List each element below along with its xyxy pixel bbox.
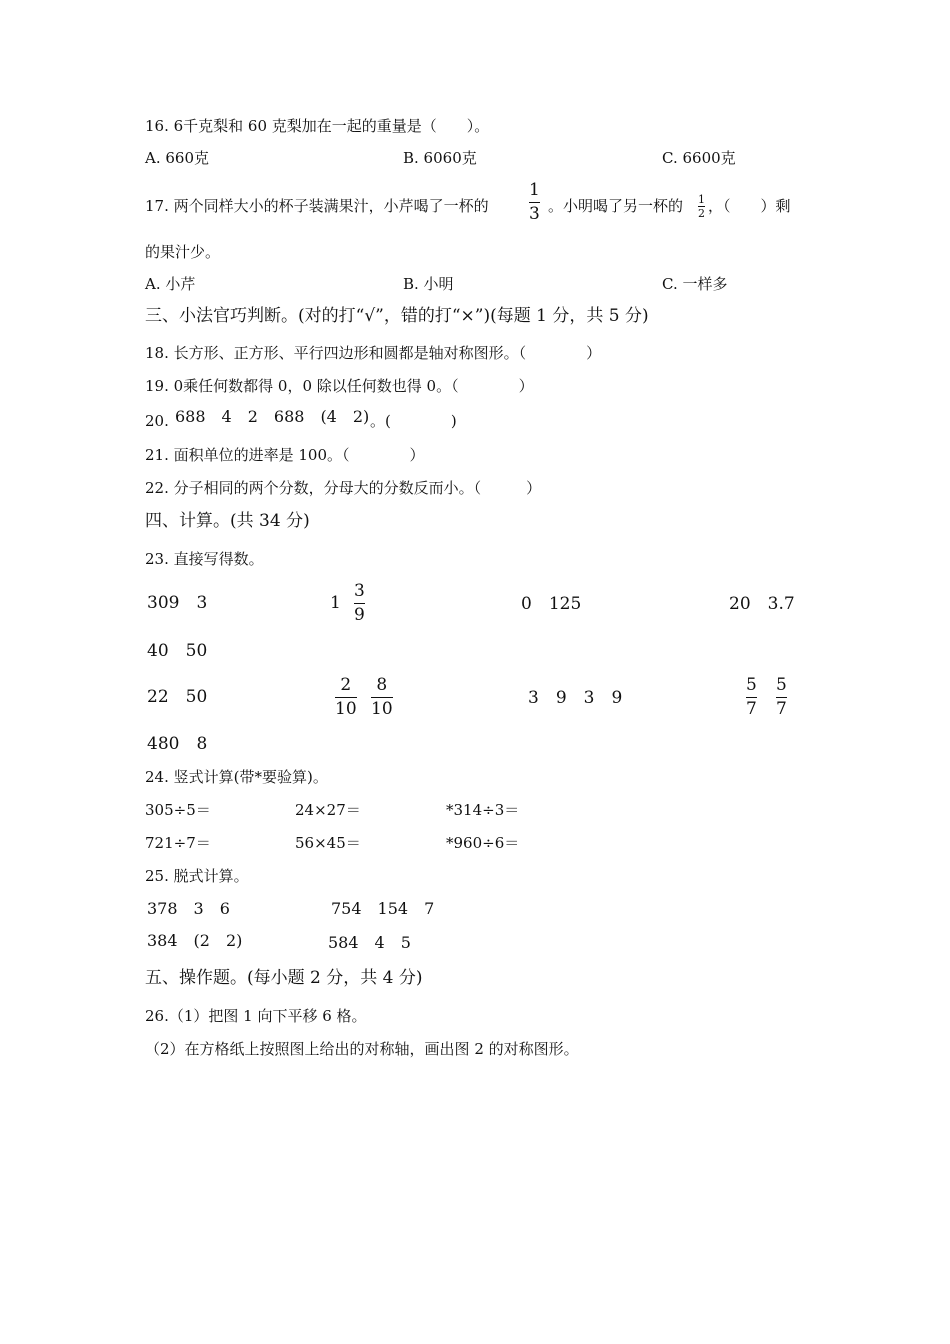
q24-b: 24×27＝: [295, 801, 361, 819]
section5-title: 五、操作题。(每小题 2 分，共 4 分): [145, 968, 423, 988]
section3-title: 三、小法官巧判断。(对的打“√”，错的打“×”)(每题 1 分，共 5 分): [145, 306, 649, 326]
q23-title: 23. 直接写得数。: [145, 550, 264, 568]
fraction-numerator: 5: [776, 675, 787, 695]
fraction-numerator: 8: [376, 675, 388, 695]
fraction-bar: [335, 697, 357, 698]
fraction-numerator: 3: [354, 581, 365, 601]
q23-r1c4: 20 3.7: [729, 594, 795, 614]
q25-c: 384 (2 2): [147, 931, 243, 950]
fraction-numerator: 2: [340, 675, 352, 695]
fraction-bar: [746, 697, 757, 698]
q24-f: *960÷6＝: [446, 834, 520, 852]
q17-stem-part1: 17. 两个同样大小的杯子装满果汁，小芹喝了一杯的: [145, 197, 489, 215]
q20-expression: 688 4 2 688 (4 2): [175, 407, 370, 426]
q23-r2c1: 40 50: [147, 641, 208, 661]
q25-a: 378 3 6: [147, 899, 230, 918]
q17-option-a: A. 小芹: [145, 275, 196, 293]
fraction-bar: [776, 697, 787, 698]
q26-part2: （2）在方格纸上按照图上给出的对称轴，画出图 2 的对称图形。: [145, 1040, 579, 1058]
q24-d: 721÷7＝: [145, 834, 211, 852]
q23-r4c1: 480 8: [147, 734, 208, 754]
q21: 21. 面积单位的进率是 100。（ ）: [145, 446, 425, 464]
fraction-numerator: 5: [746, 675, 757, 695]
q23-r3c2-fraction-b: [371, 677, 393, 718]
fraction-numerator: 1: [529, 180, 540, 200]
q16-option-a: A. 660克: [145, 149, 209, 167]
fraction-bar: [529, 202, 540, 203]
q17-stem-part2: 。小明喝了另一杯的: [548, 197, 684, 215]
fraction-bar: [371, 697, 393, 698]
q17-stem-line2: 的果汁少。: [145, 243, 221, 261]
fraction-numerator: 1: [698, 193, 705, 206]
q17-stem-part3: ，（ ）剩: [708, 197, 791, 215]
q17-option-c: C. 一样多: [662, 275, 728, 293]
q25-title: 25. 脱式计算。: [145, 867, 249, 885]
q25-d: 584 4 5: [328, 933, 411, 952]
q19: 19. 0乘任何数都得 0，0 除以任何数也得 0。（ ）: [145, 377, 534, 395]
q26-part1: 26.（1）把图 1 向下平移 6 格。: [145, 1007, 367, 1025]
q24-a: 305÷5＝: [145, 801, 211, 819]
q17-fraction-one-third: [529, 182, 540, 223]
q23-r3c3: 3 9 3 9: [528, 688, 623, 708]
q25-b: 754 154 7: [331, 899, 435, 918]
q23-r1c1: 309 3: [147, 593, 208, 613]
fraction-denominator: 7: [776, 699, 787, 719]
q20-label: 20.: [145, 412, 169, 430]
q24-c: *314÷3＝: [446, 801, 520, 819]
q16-stem: 16. 6千克梨和 60 克梨加在一起的重量是（ ）。: [145, 117, 490, 135]
fraction-denominator: 10: [335, 699, 357, 719]
q23-r3c2-fraction-a: [335, 677, 357, 718]
q16-option-b: B. 6060克: [403, 149, 477, 167]
q16-option-c: C. 6600克: [662, 149, 736, 167]
fraction-denominator: 3: [529, 204, 540, 224]
section4-title: 四、计算。(共 34 分): [145, 511, 310, 531]
q23-r1c3: 0 125: [521, 594, 582, 614]
fraction-denominator: 10: [371, 699, 393, 719]
q24-e: 56×45＝: [295, 834, 361, 852]
q23-r3c1: 22 50: [147, 687, 208, 707]
q17-fraction-one-half: [698, 194, 705, 219]
fraction-denominator: 9: [354, 605, 365, 625]
q18: 18. 长方形、正方形、平行四边形和圆都是轴对称图形。（ ）: [145, 344, 602, 362]
q23-r3c4-fraction-a: [746, 677, 757, 718]
fraction-denominator: 7: [746, 699, 757, 719]
q20-tail: 。( ): [370, 412, 457, 430]
q23-r3c4-fraction-b: [776, 677, 787, 718]
q22: 22. 分子相同的两个分数，分母大的分数反而小。（ ）: [145, 479, 542, 497]
q23-r1c2-integer: 1: [330, 593, 341, 613]
q23-r1c2-fraction: [354, 583, 365, 624]
fraction-bar: [354, 603, 365, 604]
q24-title: 24. 竖式计算(带*要验算)。: [145, 768, 328, 786]
fraction-denominator: 2: [698, 207, 705, 220]
q17-option-b: B. 小明: [403, 275, 454, 293]
